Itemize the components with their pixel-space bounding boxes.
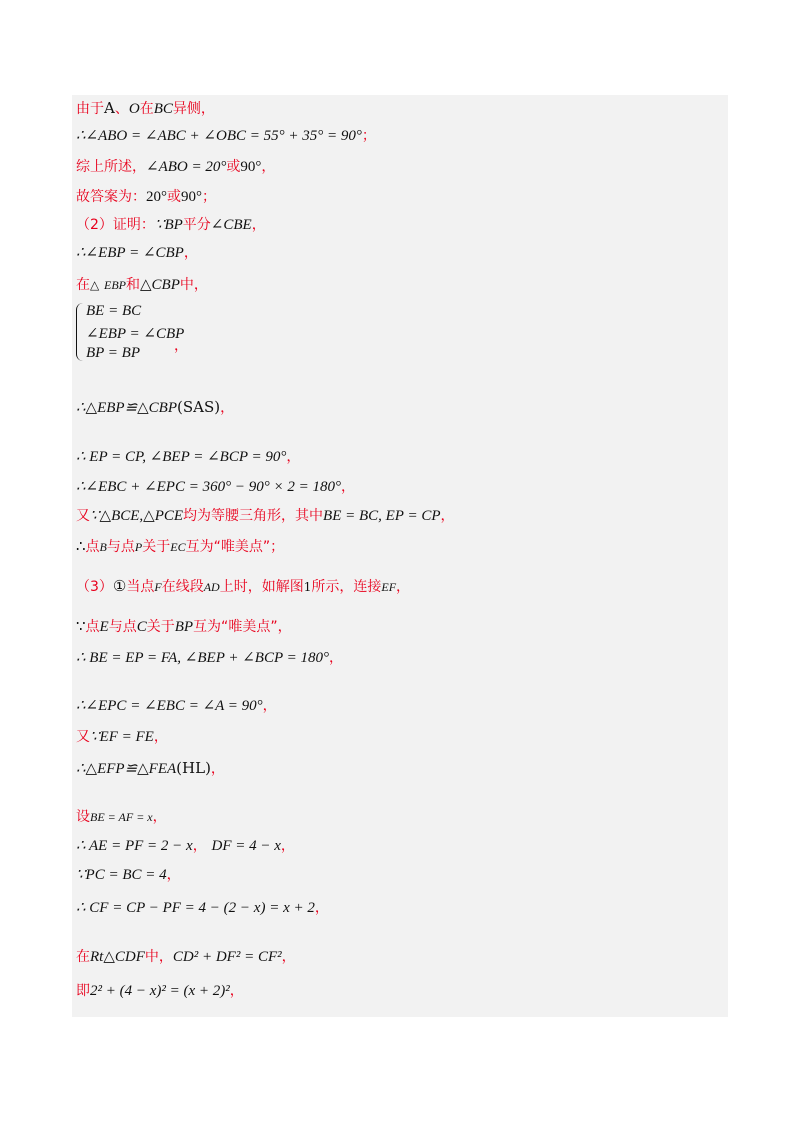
line-4: 故答案为：20°或90°； [76,189,216,205]
line-1: 由于A、O在BC异侧， [76,99,215,117]
left-brace [76,303,83,361]
line-5: （2）证明：∵BP平分∠CBE， [76,217,266,233]
line-9: ∴ EP = CP, ∠BEP = ∠BCP = 90°， [76,449,301,465]
line-19: 设BE = AF = x， [76,809,167,825]
line-7: 在△ EBP和△CBP中， [76,277,208,293]
circled-one: ① [112,577,127,595]
line-18: ∴△EFP≌△FEA(HL)， [76,759,225,777]
line-24: 即2² + (4 − x)² = (x + 2)²， [76,983,244,999]
line-15: ∴ BE = EP = FA, ∠BEP + ∠BCP = 180°， [76,650,343,666]
line-10: ∴∠EBC + ∠EPC = 360° − 90° × 2 = 180°， [76,479,355,495]
line-3: 综上所述，∠ABO = 20°或90°， [76,159,276,175]
line-23: 在Rt△CDF中，CD² + DF² = CF²， [76,949,296,965]
line-20: ∴ AE = PF = 2 − x， DF = 4 − x， [76,838,295,854]
line-22: ∴ CF = CP − PF = 4 − (2 − x) = x + 2， [76,900,329,916]
system-row-2: ∠EBP = ∠CBP [86,326,185,342]
line-21: ∵PC = BC = 4， [76,867,181,883]
system-end: ， [174,338,188,354]
line-13: （3）①当点F在线段AD上时，如解图1所示，连接EF， [76,577,411,595]
system-row-1: BE = BC [86,303,142,319]
line-14: ∵点E与点C关于BP互为“唯美点”， [76,617,292,635]
line-2: ∴∠ABO = ∠ABC + ∠OBC = 55° + 35° = 90°； [76,128,376,144]
line-16: ∴∠EPC = ∠EBC = ∠A = 90°， [76,698,277,714]
line-17: 又∵EF = FE， [76,729,168,745]
line-12: ∴点B与点P关于EC互为“唯美点”； [76,537,285,555]
line-11: 又∵△BCE,△PCE均为等腰三角形，其中BE = BC, EP = CP， [76,508,455,524]
line-8: ∴△EBP≌△CBP(SAS)， [76,398,235,416]
line-6: ∴∠EBP = ∠CBP， [76,245,198,261]
system-row-3: BP = BP [86,345,141,361]
